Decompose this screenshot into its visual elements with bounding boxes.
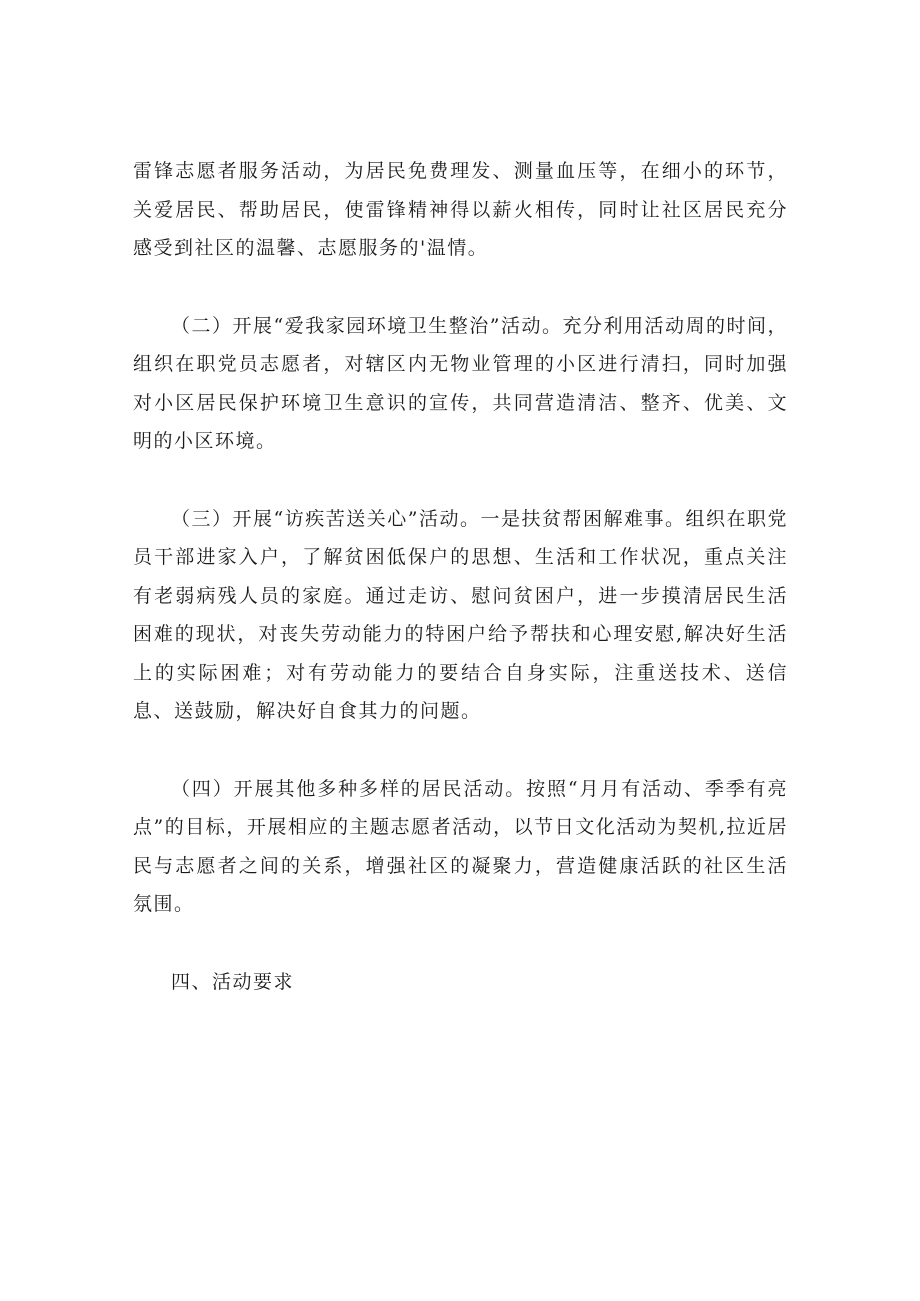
paragraph-environment-campaign: （二）开展“爱我家园环境卫生整治”活动。充分利用活动周的时间，组织在职党员志愿者，对辖区内无物业管理的小区进行清扫，同时加强对小区居民保护环境卫生意识的宣传，共同营造清洁、整齐、优美、文明的小区环境。 <box>133 314 788 452</box>
paragraph-gap <box>133 268 788 307</box>
paragraph-gap <box>133 924 788 963</box>
paragraph-visit-campaign: （三）开展“访疾苦送关心”活动。一是扶贫帮困解难事。组织在职党员干部进家入户，了解贫困低保户的思想、生活和工作状况，重点关注有老弱病残人员的家庭。通过走访、慰问贫困户，进一步摸清居民生活困难的现状，对丧失劳动能力的特困户给予帮扶和心理安慰,解决好生活上的实际困难；对有劳动能力的要结合自身实际，注重送技术、送信息、送鼓励，解决好自食其力的问题。 <box>133 507 788 722</box>
section-heading: 四、活动要求 <box>171 970 295 993</box>
paragraph-other-activities: （四）开展其他多种多样的居民活动。按照“月月有活动、季季有亮点”的目标，开展相应的主题志愿者活动，以节日文化活动为契机,拉近居民与志愿者之间的关系，增强社区的凝聚力，营造健康活跃的社区生活氛围。 <box>133 777 788 915</box>
paragraph-gap <box>133 731 788 770</box>
document-body <box>133 152 788 1001</box>
paragraph-continuation: 雷锋志愿者服务活动，为居民免费理发、测量血压等，在细小的环节，关爱居民、帮助居民，使雷锋精神得以薪火相传，同时让社区居民充分感受到社区的温馨、志愿服务的'温情。 <box>133 160 788 259</box>
paragraph-gap <box>133 461 788 500</box>
